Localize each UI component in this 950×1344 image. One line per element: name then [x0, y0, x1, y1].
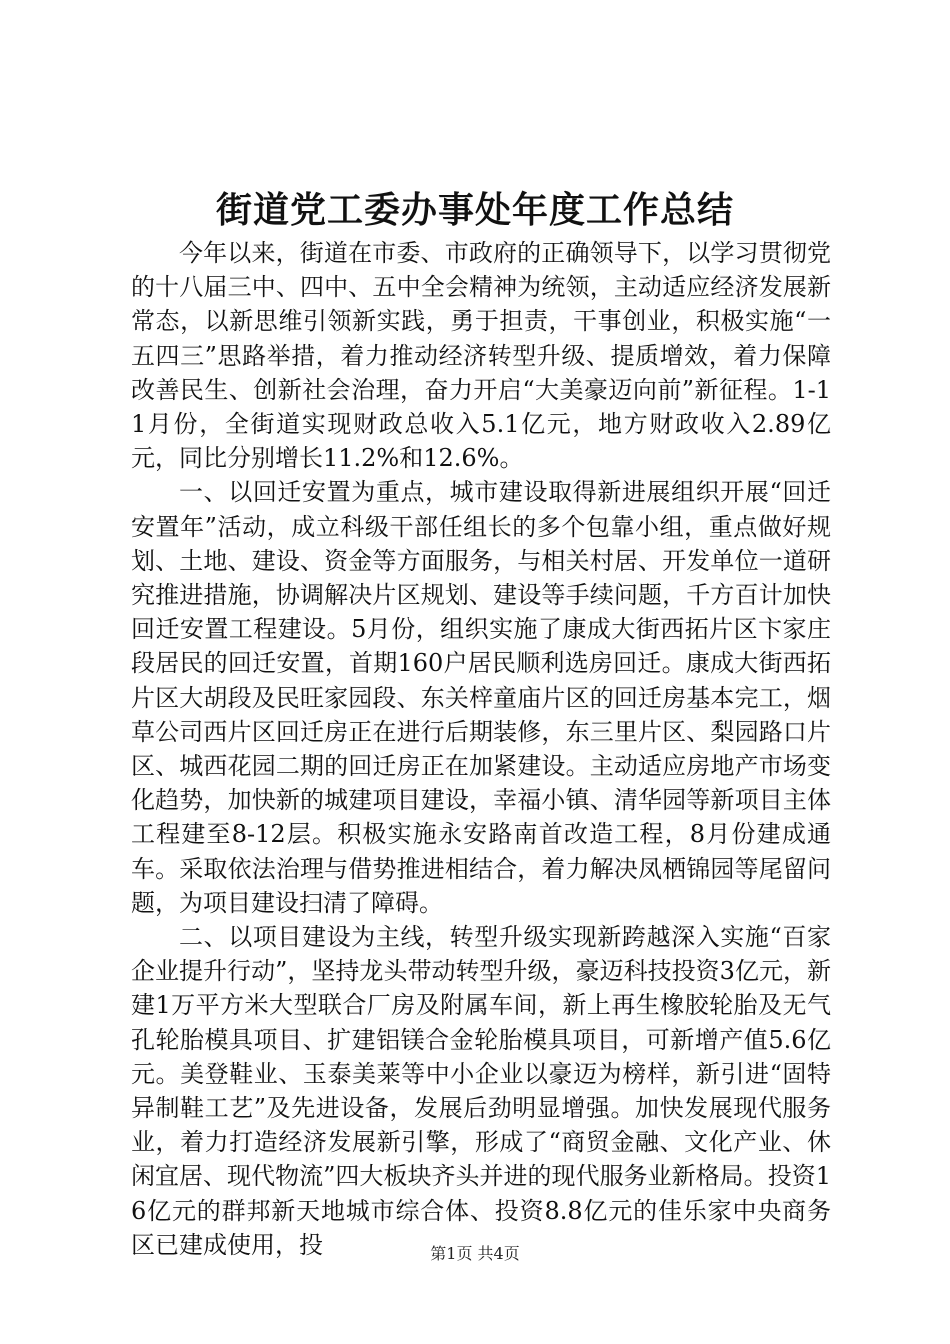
paragraph-section-one: 一、以回迁安置为重点，城市建设取得新进展组织开展“回迁安置年”活动，成立科级干部任组长的多个包靠小组，重点做好规划、土地、建设、资金等方面服务，与相关村居、开发单位一道研究推进措施，协调解决片区规划、建设等手续问题，千方百计加快回迁安置工程建设。5月份，组织实施了康成大街西拓片区卞家庄段居民的回迁安置，首期160户居民顺利选房回迁。康成大街西拓片区大胡段及民旺家园段、东关梓童庙片区的回迁房基本完工，烟草公司西片区回迁房正在进行后期装修，东三里片区、梨园路口片区、城西花园二期的回迁房正在加紧建设。主动适应房地产市场变化趋势，加快新的城建项目建设，幸福小镇、清华园等新项目主体工程建至8-12层。积极实施永安路南首改造工程，8月份建成通车。采取依法治理与借势推进相结合，着力解决凤栖锦园等尾留问题，为项目建设扫清了障碍。 [131, 478, 831, 917]
paragraph-section-two: 二、以项目建设为主线，转型升级实现新跨越深入实施“百家企业提升行动”，坚持龙头带动转型升级，豪迈科技投资3亿元，新建1万平方米大型联合厂房及附属车间，新上再生橡胶轮胎及无气孔轮胎模具项目、扩建铝镁合金轮胎模具项目，可新增产值5.6亿元。美登鞋业、玉泰美莱等中小企业以豪迈为榜样，新引进“固特异制鞋工艺”及先进设备，发展后劲明显增强。加快发展现代服务业，着力打造经济发展新引擎，形成了“商贸金融、文化产业、休闲宜居、现代物流”四大板块齐头并进的现代服务业新格局。投资16亿元的群邦新天地城市综合体、投资8.8亿元的佳乐家中央商务区已建成使用，投 [131, 923, 831, 1259]
page-number-footer: 第1页 共4页 [430, 1244, 520, 1263]
paragraph-intro: 今年以来，街道在市委、市政府的正确领导下，以学习贯彻党的十八届三中、四中、五中全会精神为统领，主动适应经济发展新常态，以新思维引领新实践，勇于担责，干事创业，积极实施“一五四三”思路举措，着力推动经济转型升级、提质增效，着力保障改善民生、创新社会治理，奋力开启“大美豪迈向前”新征程。1-11月份，全街道实现财政总收入5.1亿元，地方财政收入2.89亿元，同比分别增长11.2%和12.6%。 [131, 239, 831, 473]
document-title: 街道党工委办事处年度工作总结 [215, 189, 734, 231]
document-body [131, 236, 831, 1262]
